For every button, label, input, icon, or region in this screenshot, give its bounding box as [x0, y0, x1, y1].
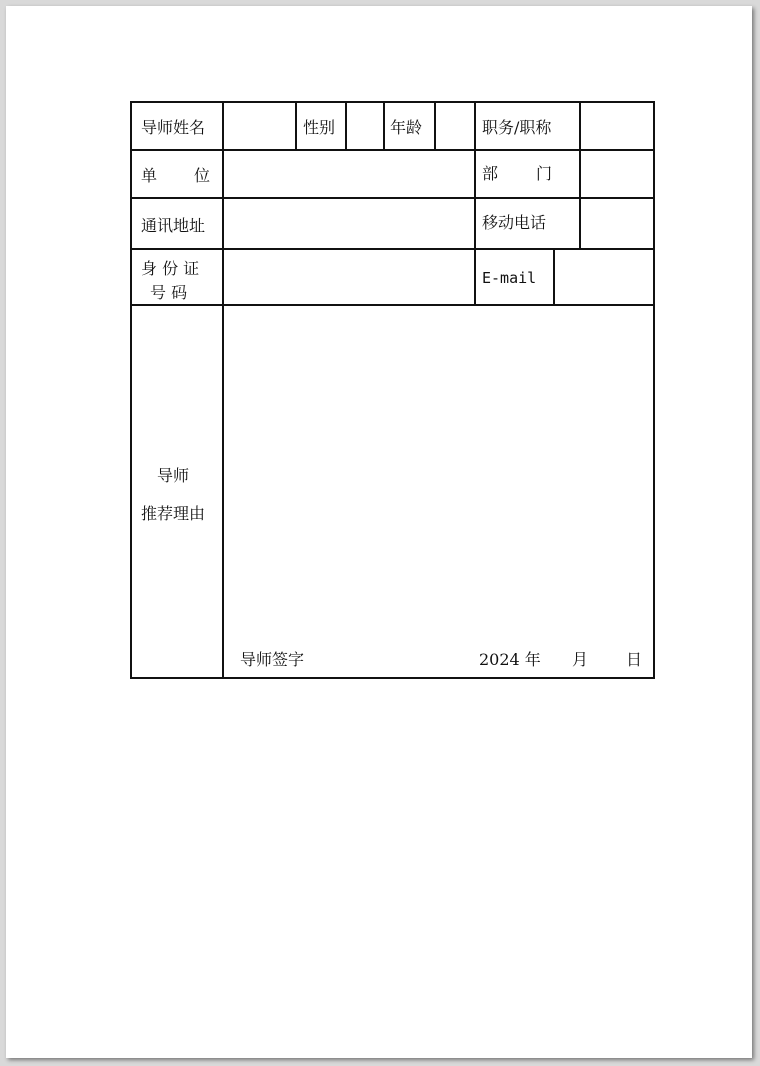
gender-label: 性别 — [303, 118, 336, 137]
date-year: 2024 年 — [479, 650, 541, 669]
signature-field[interactable] — [314, 641, 464, 675]
table-border-right — [653, 101, 655, 679]
reason-label-line2: 推荐理由 — [141, 504, 206, 523]
advisor-name-field[interactable] — [224, 103, 295, 149]
table-border-left — [130, 101, 132, 679]
id-number-label-line2: 号 码 — [150, 283, 188, 302]
unit-label-second-char: 位 — [194, 166, 211, 185]
position-title-label: 职务/职称 — [482, 118, 552, 137]
table-line-col-right-label — [474, 101, 476, 306]
age-label: 年龄 — [390, 118, 423, 137]
document-page — [6, 6, 752, 1058]
date-day: 日 — [626, 650, 643, 669]
mobile-label: 移动电话 — [482, 213, 547, 232]
age-field[interactable] — [436, 103, 474, 149]
id-number-label-line1: 身 份 证 — [141, 259, 200, 278]
table-border-top — [130, 101, 655, 103]
reason-label-line1: 导师 — [157, 466, 190, 485]
address-field[interactable] — [224, 199, 474, 248]
id-number-field[interactable] — [224, 250, 474, 304]
position-title-field[interactable] — [581, 103, 653, 149]
table-border-bottom — [130, 677, 655, 679]
email-field[interactable] — [555, 250, 653, 304]
address-label: 通讯地址 — [141, 216, 206, 235]
advisor-name-label: 导师姓名 — [141, 118, 206, 137]
signature-label: 导师签字 — [240, 650, 305, 669]
unit-field[interactable] — [224, 151, 474, 197]
department-field[interactable] — [581, 151, 653, 197]
table-line-col-age — [383, 101, 385, 149]
recommendation-reason-field[interactable] — [224, 306, 653, 636]
email-label: E-mail — [482, 269, 537, 287]
table-line-col-gender — [295, 101, 297, 149]
department-label-first-char: 部 — [482, 164, 499, 183]
mobile-field[interactable] — [581, 199, 653, 248]
gender-field[interactable] — [347, 103, 383, 149]
department-label-second-char: 门 — [536, 164, 553, 183]
unit-label-first-char: 单 — [141, 166, 158, 185]
advisor-recommendation-form — [124, 101, 649, 673]
date-month: 月 — [572, 650, 589, 669]
